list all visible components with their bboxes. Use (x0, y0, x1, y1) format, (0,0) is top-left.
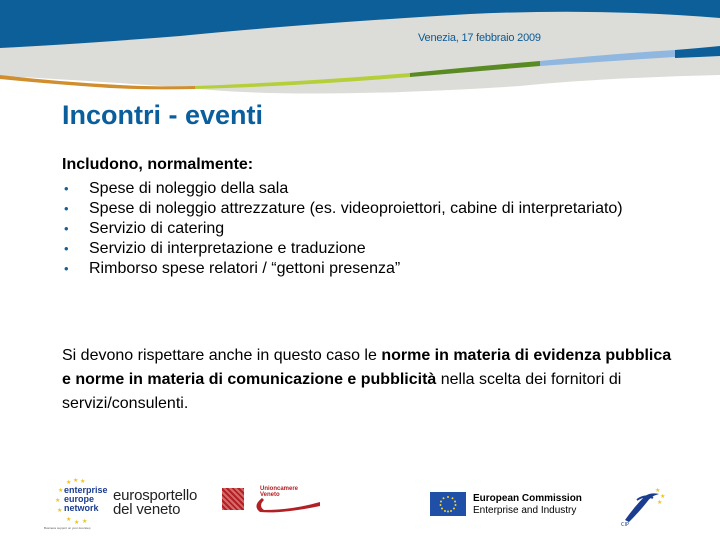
list-item: • Spese di noleggio attrezzature (es. videoproiettori, cabine di interpretariato) (64, 200, 623, 217)
slide-title: Incontri - eventi (62, 100, 264, 130)
header-banner (0, 0, 720, 100)
unioncamere-logo: Unioncamere Veneto (222, 486, 322, 520)
svg-text:★: ★ (74, 519, 80, 526)
svg-text:★: ★ (657, 499, 663, 506)
list-item: • Servizio di interpretazione e traduzione (64, 240, 366, 257)
svg-text:CIP: CIP (621, 522, 629, 528)
bullet-icon: • (64, 181, 69, 196)
svg-text:★: ★ (55, 497, 61, 504)
body-paragraph: Si devono rispettare anche in questo caso le norme in materia di evidenza pubblica e norme in materia di comunicazione e pubblicità nella scelta dei fornitori di servizi/consulenti. (62, 347, 672, 412)
bullet-icon: • (64, 201, 69, 216)
svg-text:★: ★ (82, 518, 88, 525)
bullet-icon: • (64, 261, 69, 276)
svg-text:★: ★ (80, 478, 86, 485)
intro-text: Includono, normalmente: (62, 156, 254, 173)
list-item: • Rimborso spese relatori / “gettoni presenza” (64, 260, 401, 277)
lion-emblem-icon (222, 488, 244, 510)
eu-flag-icon (430, 492, 466, 516)
enterprise-europe-network-logo: ★ ★ ★ ★ ★ ★ ★ ★ ★ enterprise europe network Business support on your doorstep (52, 478, 112, 528)
svg-text:★: ★ (660, 493, 666, 500)
list-item: • Spese di noleggio della sala (64, 180, 289, 197)
svg-text:★: ★ (66, 479, 72, 486)
svg-text:★: ★ (58, 487, 64, 494)
svg-text:★: ★ (73, 478, 79, 484)
list-item: • Servizio di catering (64, 220, 225, 237)
svg-text:★: ★ (57, 507, 63, 514)
svg-text:★: ★ (655, 487, 661, 494)
bullet-icon: • (64, 221, 69, 236)
svg-text:★: ★ (66, 516, 72, 523)
european-commission-label: European Commission Enterprise and Industry (473, 493, 582, 516)
bullet-list (62, 180, 682, 280)
cip-logo-icon (617, 486, 667, 528)
date-label: Venezia, 17 febbraio 2009 (418, 32, 541, 44)
emphasis-text: norme in materia di evidenza pubblica e norme in materia di comunicazione e pubblicità (62, 347, 672, 388)
bullet-icon: • (64, 241, 69, 256)
eurosportello-logo: eurosportello del veneto (113, 487, 198, 518)
